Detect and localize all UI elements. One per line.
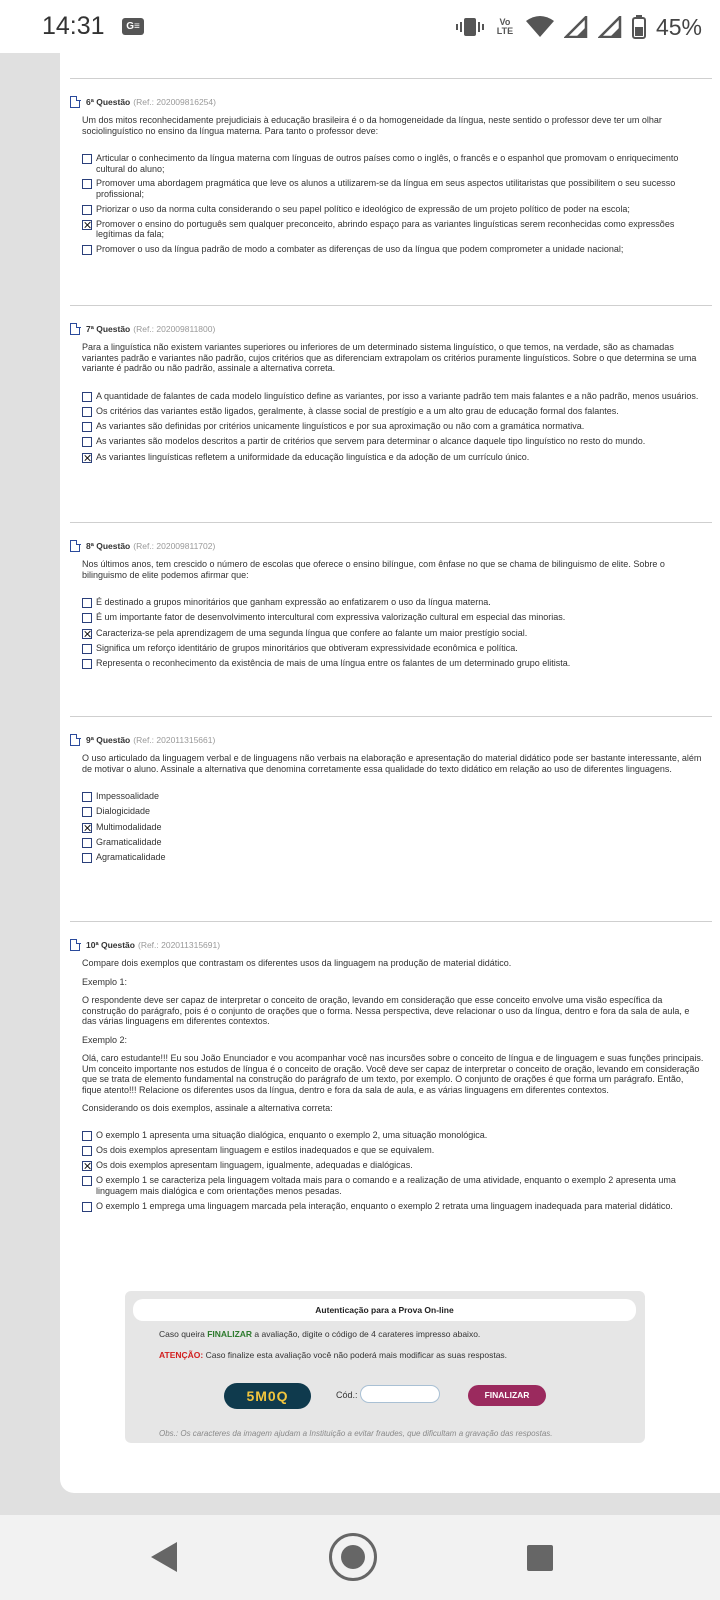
option[interactable] [82, 153, 705, 174]
checkbox[interactable] [82, 205, 92, 215]
checkbox[interactable] [82, 853, 92, 863]
home-icon-dot [341, 1545, 365, 1569]
option[interactable] [82, 391, 705, 402]
checkbox-checked[interactable] [82, 1161, 92, 1171]
question-text: Para a linguística não existem variantes superiores ou inferiores de um determinado sistema linguístico, o que temos, na verdade, são as chamadas variantes padrão e variantes não padrão, cujos critérios que as diferenciam extrapolam os critérios puramente linguísticos. Sobre o que determina se uma variante é padrão ou não padrão, assinale a alternativa correta. [82, 342, 697, 373]
option-text: Promover o uso da língua padrão de modo a combater as diferenças de uso da língua que podem comprometer a unidade nacional; [96, 244, 624, 255]
checkbox-checked[interactable] [82, 220, 92, 230]
question-paragraph: Exemplo 2: [82, 1034, 128, 1045]
checkbox[interactable] [82, 179, 92, 189]
checkbox[interactable] [82, 437, 92, 447]
checkbox[interactable] [82, 1146, 92, 1156]
wifi-icon [526, 16, 554, 38]
option[interactable] [82, 219, 705, 240]
checkbox[interactable] [82, 1131, 92, 1141]
divider [70, 522, 712, 523]
question-text: Um dos mitos reconhecidamente prejudiciais à educação brasileira é o da homogeneidade da língua, neste sentido o professor deve ter um olhar sociolinguístico no ensino da língua materna. Para tanto o professor deve: [82, 115, 662, 136]
question-number: 8ª Questão [86, 540, 131, 551]
option-text: Representa o reconhecimento da existência de mais de uma língua entre os falantes de um determinado grupo elitista. [96, 658, 571, 669]
code-label: Cód.: [336, 1390, 358, 1400]
question-header [70, 938, 705, 952]
option-text: Significa um reforço identitário de grupos minoritários que obtiveram expressividade econômica e política. [96, 642, 518, 653]
question-9 [70, 733, 705, 867]
auth-instruction [159, 1329, 480, 1339]
option-text: Promover o ensino do português sem qualquer preconceito, abrindo espaço para as variantes linguísticas serem reconhecidas como expressões legítimas da fala; [96, 218, 675, 240]
option[interactable] [82, 1130, 705, 1141]
exam-content [60, 53, 720, 1493]
options-list [82, 1130, 705, 1212]
question-ref: (Ref.: 202011315661) [133, 734, 216, 745]
question-text: O uso articulado da linguagem verbal e de linguagens não verbais na elaboração e apresentação do material didático pode ser bastante interessante, além de motivar o aluno. Assinale a alternativa que denomina corretamente essa qualidade do texto didático em relação ao uso de diferentes linguagens. [82, 753, 702, 774]
divider [70, 921, 712, 922]
document-icon [70, 734, 80, 746]
status-icons [456, 10, 702, 44]
option-text: O exemplo 1 apresenta uma situação dialógica, enquanto o exemplo 2, uma situação monológica. [96, 1129, 488, 1140]
option-text: As variantes são definidas por critérios unicamente linguísticos e por sua aproximação ou não com a gramática normativa. [96, 421, 585, 432]
battery-icon [632, 15, 646, 39]
question-number: 9ª Questão [86, 734, 131, 745]
option-text: Os dois exemplos apresentam linguagem, igualmente, adequadas e dialógicas. [96, 1160, 413, 1171]
checkbox[interactable] [82, 245, 92, 255]
question-6 [70, 95, 705, 259]
option-text: A quantidade de falantes de cada modelo linguístico define as variantes, por isso a variante padrão tem mais falantes e a não padrão, menos usuários. [96, 390, 699, 401]
checkbox[interactable] [82, 613, 92, 623]
options-list [82, 597, 705, 669]
option[interactable] [82, 791, 705, 802]
option-text: Promover uma abordagem pragmática que leve os alunos a utilizarem-se da língua em seus aspectos utilitaristas que possibilitem o seu sucesso profissional; [96, 178, 676, 199]
question-header [70, 539, 705, 553]
auth-note: Obs.: Os caracteres da imagem ajudam a Instituição a evitar fraudes, que dificultam a gravação das respostas. [159, 1429, 553, 1438]
options-list [82, 153, 705, 255]
option-text: Articular o conhecimento da língua materna com línguas de outros países como o inglês, o francês e o espanhol que promovam o enriquecimento cultural do aluno; [96, 153, 679, 174]
checkbox-checked[interactable] [82, 823, 92, 833]
checkbox[interactable] [82, 154, 92, 164]
checkbox[interactable] [82, 1202, 92, 1212]
option[interactable] [82, 406, 705, 417]
divider [70, 305, 712, 306]
battery-percent: 45% [655, 13, 702, 40]
option[interactable] [82, 822, 705, 833]
signal-icon [564, 16, 588, 38]
document-icon [70, 96, 80, 108]
checkbox[interactable] [82, 392, 92, 402]
question-ref: (Ref.: 202009816254) [133, 96, 216, 107]
option[interactable] [82, 837, 705, 848]
question-number: 10ª Questão [86, 939, 135, 950]
option[interactable] [82, 1175, 705, 1196]
question-8 [70, 539, 705, 673]
option-text: É destinado a grupos minoritários que ganham expressão ao enfatizarem o uso da língua materna. [96, 597, 491, 607]
code-input[interactable] [360, 1385, 440, 1403]
option-text: Caracteriza-se pela aprendizagem de uma segunda língua que confere ao falante um maior prestígio social. [96, 627, 528, 638]
option-text: Dialogicidade [96, 806, 151, 817]
option[interactable] [82, 643, 705, 654]
option-text: Gramaticalidade [96, 836, 162, 847]
question-text: Compare dois exemplos que contrastam os diferentes usos da linguagem na produção de material didático. [82, 958, 512, 968]
checkbox-checked[interactable] [82, 453, 92, 463]
question-ref: (Ref.: 202009811702) [133, 540, 216, 551]
option[interactable] [82, 204, 705, 215]
question-10 [70, 938, 705, 1216]
question-number: 6ª Questão [86, 96, 131, 107]
auth-warning-label: ATENÇÃO: [159, 1350, 204, 1360]
option[interactable] [82, 436, 705, 447]
exam-page [0, 53, 720, 1515]
document-icon [70, 540, 80, 552]
divider [70, 78, 712, 79]
checkbox[interactable] [82, 1176, 92, 1186]
question-7 [70, 322, 705, 467]
document-icon [70, 323, 80, 335]
option-text: As variantes são modelos descritos a partir de critérios que servem para determinar o alcance daquele tipo linguístico no resto do mundo. [96, 436, 646, 447]
auth-finalize-highlight: FINALIZAR [207, 1329, 253, 1339]
option[interactable] [82, 1201, 705, 1212]
auth-instruction-text: a avaliação, digite o código de 4 carateres impresso abaixo. [252, 1329, 481, 1339]
auth-warning [159, 1350, 507, 1360]
question-header [70, 95, 705, 109]
options-list [82, 391, 705, 463]
option-text: Os critérios das variantes estão ligados, geralmente, à classe social de prestígio e a um alto grau de educação formal dos falantes. [96, 405, 619, 416]
status-time: 14:31 [42, 12, 105, 40]
question-number: 7ª Questão [86, 323, 131, 334]
recent-apps-icon[interactable] [527, 1545, 553, 1571]
option[interactable] [82, 852, 705, 863]
auth-instruction-text: Caso queira [159, 1329, 208, 1339]
checkbox[interactable] [82, 659, 92, 669]
checkbox[interactable] [82, 407, 92, 417]
finalize-button[interactable]: FINALIZAR [468, 1385, 546, 1406]
auth-warning-text: Caso finalize esta avaliação você não poderá mais modificar as suas respostas. [203, 1350, 508, 1360]
question-paragraph: Olá, caro estudante!!! Eu sou João Enunciador e vou acompanhar você nas incursões sobre o conceito de língua e de linguagem e suas funções principais. Um conceito importante nos estudos de língua é o conceito de oração. Você deve ser capaz de interpretar o conceito de oração, levando em consideração que se trata de elemento fundamental na construção do parágrafo de um texto, por exemplo. O conjunto de orações é que forma um parágrafo. Então, fique atento!!! Relacione os diferentes usos da língua, dentro e fora da sala de aula, e as várias linguagens em diferentes contextos. [82, 1053, 704, 1095]
sim-card-icon: G≡ [122, 18, 144, 35]
back-icon[interactable] [151, 1542, 177, 1572]
checkbox[interactable] [82, 838, 92, 848]
checkbox[interactable] [82, 792, 92, 802]
question-ref: (Ref.: 202011315691) [137, 939, 221, 950]
checkbox[interactable] [82, 644, 92, 654]
signal-icon [598, 16, 622, 38]
option[interactable] [82, 658, 705, 669]
options-list [82, 791, 705, 863]
option-text: Multimodalidade [96, 821, 162, 832]
question-paragraph: Exemplo 1: [82, 976, 128, 987]
document-icon [70, 939, 80, 951]
option[interactable] [82, 612, 705, 623]
question-ref: (Ref.: 202009811800) [133, 323, 216, 334]
question-text: Nos últimos anos, tem crescido o número de escolas que oferece o ensino bilíngue, com ênfase no que se chama de bilinguismo de elite. Sobre o bilinguismo de elite podemos afirmar que: [82, 559, 665, 580]
option[interactable] [82, 178, 705, 199]
option[interactable] [82, 1145, 705, 1156]
option-text: É um importante fator de desenvolvimento intercultural com expressiva valorização cultural em especial das minorias. [96, 612, 566, 623]
option-text: As variantes linguísticas refletem a uniformidade da educação linguística e da adoção de um currículo único. [96, 451, 530, 462]
question-paragraph: O respondente deve ser capaz de interpretar o conceito de oração, levando em consideração que esse conceito envolve uma visão específica da construção do parágrafo, pois é o conjunto de orações que o forma. Nessa perspectiva, deve relacionar o uso da língua, dentro e fora da sala de aula, e das várias linguagens em diferentes contextos. [82, 995, 690, 1026]
status-bar [0, 0, 720, 53]
checkbox[interactable] [82, 422, 92, 432]
question-paragraph: Considerando os dois exemplos, assinale a alternativa correta: [82, 1103, 333, 1113]
question-header [70, 322, 705, 336]
volte-icon: Vo LTE [496, 17, 514, 36]
option[interactable] [82, 1160, 705, 1171]
option-text: Impessoalidade [96, 791, 160, 801]
option-text: Priorizar o uso da norma culta considerando o seu papel político e ideológico de expressão de um projeto político de poder na escola; [96, 203, 630, 214]
option[interactable] [82, 421, 705, 432]
auth-title: Autenticação para a Prova On-line [133, 1299, 636, 1321]
option[interactable] [82, 806, 705, 817]
option[interactable] [82, 244, 705, 255]
option-text: O exemplo 1 se caracteriza pela linguagem voltada mais para o comando e a realização de uma atividade, enquanto o exemplo 2 apresenta uma linguagem mais dialógica e com orientações menos pesadas. [96, 1175, 676, 1196]
question-header [70, 733, 705, 747]
divider [70, 716, 712, 717]
checkbox[interactable] [82, 807, 92, 817]
option[interactable] [82, 628, 705, 639]
checkbox[interactable] [82, 598, 92, 608]
option[interactable] [82, 452, 705, 463]
captcha-image: 5M0Q [224, 1383, 311, 1409]
option-text: O exemplo 1 emprega uma linguagem marcada pela interação, enquanto o exemplo 2 retrata uma linguagem inadequada para material didático. [96, 1200, 673, 1211]
auth-panel [125, 1291, 645, 1443]
checkbox-checked[interactable] [82, 629, 92, 639]
vibrate-icon [456, 16, 484, 38]
option-text: Os dois exemplos apresentam linguagem e estilos inadequados e que se equivalem. [96, 1144, 435, 1155]
option-text: Agramaticalidade [96, 852, 166, 863]
option[interactable] [82, 597, 705, 608]
